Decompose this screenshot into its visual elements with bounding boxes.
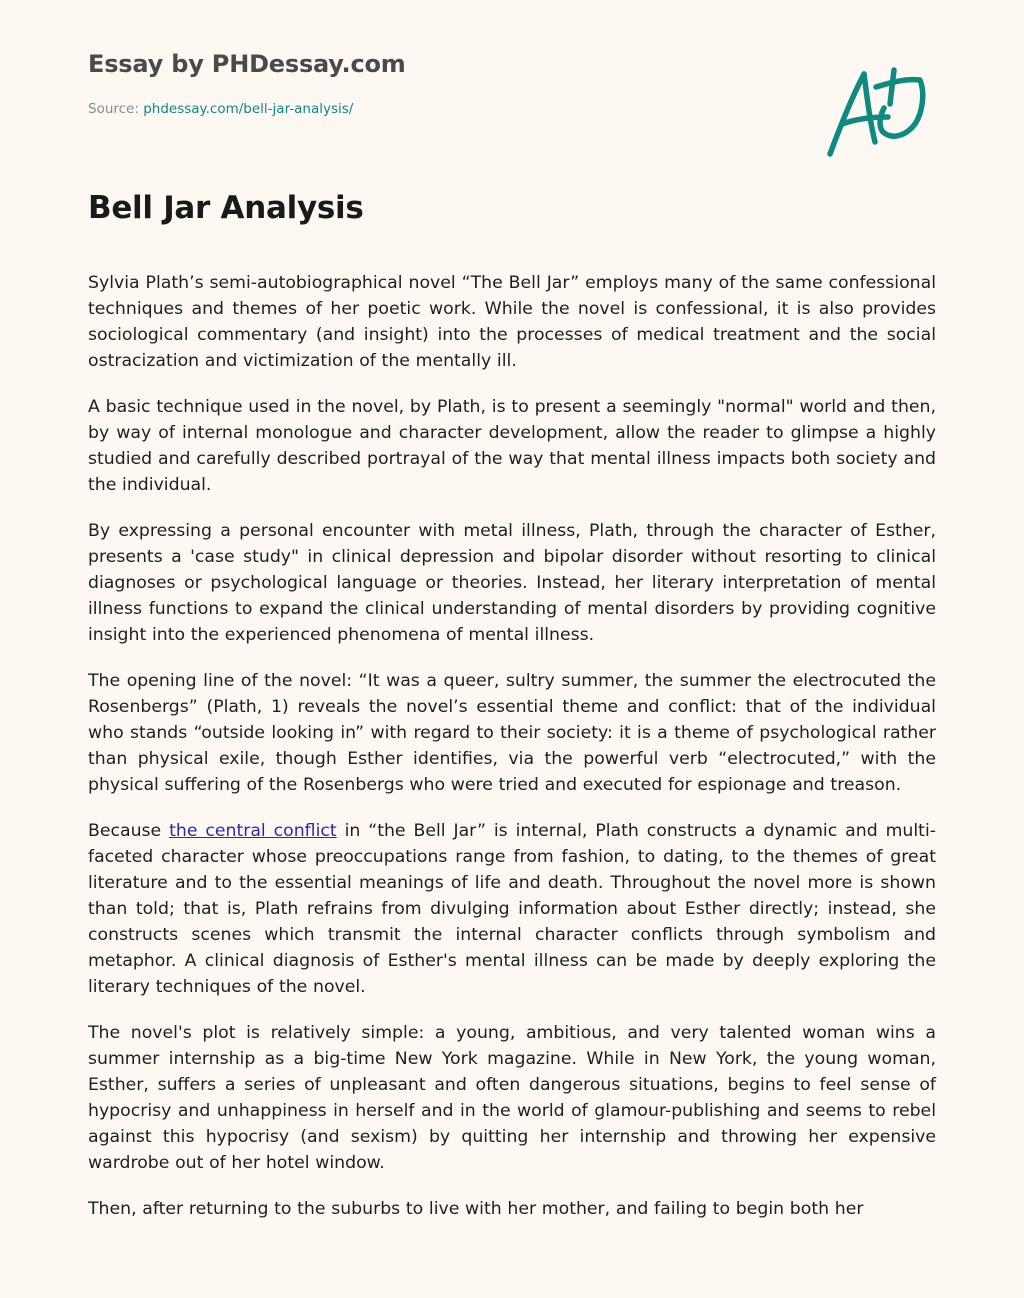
paragraph: Then, after returning to the suburbs to live with her mother, and failing to begin both her [88, 1199, 864, 1219]
paragraph-text: in “the Bell Jar” is internal, Plath constructs a dynamic and multi-faceted character whose preoccupations range from fashion, to dating, to the themes of great literature and to the essential meanings of life and death. Throughout the novel more is shown than told; that is, Plath refrains from divulging information about Esther directly; instead, she constructs scenes which transmit the internal character conflicts through symbolism and metaphor. A clinical diagnosis of Esther's mental illness can be made by deeply exploring the literary techniques of the novel. [88, 821, 936, 997]
paragraph-text: Because [88, 821, 170, 841]
essay-title: Bell Jar Analysis [88, 190, 364, 226]
source-label: Source: [88, 101, 144, 117]
a-plus-grade-icon [820, 62, 932, 162]
site-title: Essay by PHDessay.com [88, 50, 406, 78]
paragraph: A basic technique used in the novel, by Plath, is to present a seemingly "normal" world and then, by way of internal monologue and character development, allow the reader to glimpse a highly studied and carefully described portrayal of the way that mental illness impacts both society and the individual. [88, 397, 936, 495]
paragraph: The opening line of the novel: “It was a queer, sultry summer, the summer the electrocuted the Rosenbergs” (Plath, 1) reveals the novel’s essential theme and conflict: that of the individual who stands “outside looking in” with regard to their society: it is a theme of psychological rather than physical exile, though Esther identifies, via the powerful verb “electrocuted,” with the physical suffering of the Rosenbergs who were tried and executed for espionage and treason. [88, 671, 936, 795]
source-line [88, 101, 353, 117]
paragraph [88, 818, 936, 1000]
paragraph: The novel's plot is relatively simple: a young, ambitious, and very talented woman wins a summer internship as a big-time New York magazine. While in New York, the young woman, Esther, suffers a series of unpleasant and often dangerous situations, begins to feel sense of hypocrisy and unhappiness in herself and in the world of glamour-publishing and seems to rebel against this hypocrisy (and sexism) by quitting her internship and throwing her expensive wardrobe out of her hotel window. [88, 1023, 936, 1173]
central-conflict-link[interactable]: the central conflict [169, 821, 337, 841]
paragraph: By expressing a personal encounter with metal illness, Plath, through the character of Esther, presents a 'case study" in clinical depression and bipolar disorder without resorting to clinical diagnoses or psychological language or theories. Instead, her literary interpretation of mental illness functions to expand the clinical understanding of mental disorders by providing cognitive insight into the experienced phenomena of mental illness. [88, 521, 936, 645]
source-link[interactable]: phdessay.com/bell-jar-analysis/ [143, 101, 354, 117]
paragraph: Sylvia Plath’s semi-autobiographical novel “The Bell Jar” employs many of the same confessional techniques and themes of her poetic work. While the novel is confessional, it is also provides sociological commentary (and insight) into the processes of medical treatment and the social ostracization and victimization of the mentally ill. [88, 273, 936, 371]
essay-body [88, 270, 936, 1242]
